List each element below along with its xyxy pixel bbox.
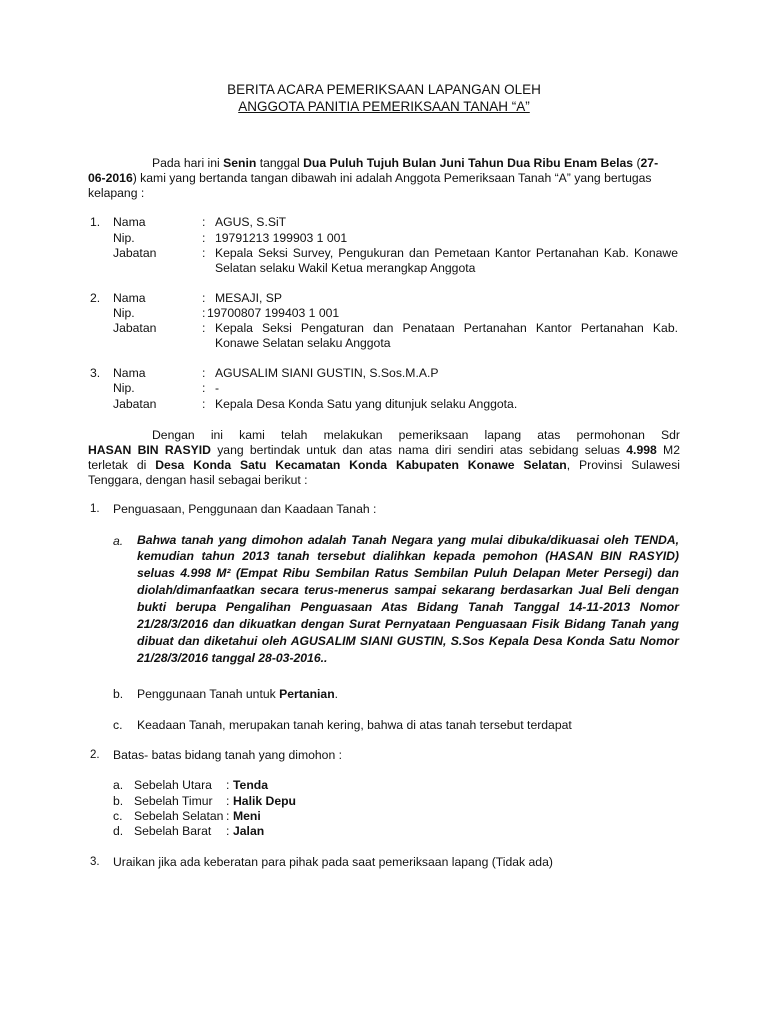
section1-b-text: Penggunaan Tanah untuk Pertanian.	[137, 687, 339, 701]
document-title-line2: ANGGOTA PANITIA PEMERIKSAAN TANAH “A”	[238, 99, 530, 114]
member-name: MESAJI, SP	[215, 291, 283, 305]
colon: :	[202, 306, 206, 320]
boundary-label: c.	[113, 809, 123, 823]
member-name: AGUSALIM SIANI GUSTIN, S.Sos.M.A.P	[215, 366, 439, 380]
member-nip: 19791213 199903 1 001	[215, 231, 348, 245]
boundary-value: Meni	[233, 809, 261, 823]
para2-line3: terletak di Desa Konda Satu Kecamatan Konda Kabupaten Konawe Selatan, Provinsi Sulawesi	[88, 458, 680, 472]
para2-line4: Tenggara, dengan hasil sebagai berikut :	[88, 473, 308, 487]
member-jabatan-line2: Konawe Selatan selaku Anggota	[215, 336, 391, 350]
document-title-line1: BERITA ACARA PEMERIKSAAN LAPANGAN OLEH	[227, 82, 541, 97]
nama-label: Nama	[113, 215, 146, 229]
member-jabatan-line1: Kepala Seksi Survey, Pengukuran dan Pemetaan Kantor Pertanahan Kab. Konawe	[215, 246, 678, 260]
intro-line2: 06-2016) kami yang bertanda tangan dibawah ini adalah Anggota Pemeriksaan Tanah “A” yang bertugas	[88, 171, 652, 185]
nip-label: Nip.	[113, 306, 135, 320]
colon: :	[202, 246, 206, 260]
nama-label: Nama	[113, 366, 146, 380]
boundary-direction: Sebelah Barat	[134, 824, 212, 838]
member-name: AGUS, S.SiT	[215, 215, 287, 229]
colon: :	[226, 778, 230, 792]
member-jabatan-line2: Selatan selaku Wakil Ketua merangkap Anggota	[215, 261, 476, 275]
boundary-value: Jalan	[233, 824, 265, 838]
boundary-direction: Sebelah Selatan	[134, 809, 224, 823]
nip-label: Nip.	[113, 381, 135, 395]
section1-title: Penguasaan, Penggunaan dan Kaadaan Tanah :	[113, 502, 377, 516]
intro-line3: kelapang :	[88, 186, 145, 200]
section1-a-label: a.	[113, 534, 124, 548]
section1-a-line: 21/28/3/2016 dan dikuatkan dengan Surat Pernyataan Penguasaan Fisik Bidang Tanah yang	[137, 617, 679, 631]
member-number: 2.	[90, 291, 101, 305]
section3-number: 3.	[90, 856, 100, 868]
section1-a-line: kemudian tahun 2013 tanah tersebut dialihkan kepada pemohon (HASAN BIN RASYID)	[137, 549, 679, 563]
boundary-direction: Sebelah Timur	[134, 794, 213, 808]
section1-number: 1.	[90, 503, 100, 515]
section1-c-label: c.	[113, 718, 123, 732]
boundary-label: d.	[113, 824, 124, 838]
boundary-value: Halik Depu	[233, 794, 296, 808]
member-nip: 19700807 199403 1 001	[207, 306, 340, 320]
nama-label: Nama	[113, 291, 146, 305]
section3-text: Uraikan jika ada keberatan para pihak pada saat pemeriksaan lapang (Tidak ada)	[113, 855, 553, 869]
section2-number: 2.	[90, 749, 100, 761]
section1-c-text: Keadaan Tanah, merupakan tanah kering, bahwa di atas tanah tersebut terdapat	[137, 718, 572, 732]
jabatan-label: Jabatan	[113, 321, 157, 335]
colon: :	[226, 794, 230, 808]
boundary-direction: Sebelah Utara	[134, 778, 212, 792]
colon: :	[202, 215, 206, 229]
colon: :	[202, 366, 206, 380]
jabatan-label: Jabatan	[113, 397, 157, 411]
colon: :	[202, 231, 206, 245]
boundary-value: Tenda	[233, 778, 268, 792]
para2-line2: HASAN BIN RASYID yang bertindak untuk dan atas nama diri sendiri atas sebidang seluas 4.998 M2	[88, 443, 680, 457]
section1-a-line: dibuat dan diketahui oleh AGUSALIM SIANI GUSTIN, S.Sos Kepala Desa Konda Satu Nomor	[137, 634, 679, 648]
section2-title: Batas- batas bidang tanah yang dimohon :	[113, 748, 343, 762]
section1-a-line: Bahwa tanah yang dimohon adalah Tanah Negara yang mulai dibuka/dikuasai oleh TENDA,	[137, 533, 679, 547]
colon: :	[202, 321, 206, 335]
member-number: 1.	[90, 215, 101, 229]
member-jabatan-line1: Kepala Seksi Pengaturan dan Penataan Pertanahan Kantor Pertanahan Kab.	[215, 321, 678, 335]
colon: :	[202, 397, 206, 411]
section1-a-line: 21/28/3/2016 tanggal 28-03-2016..	[137, 651, 328, 665]
colon: :	[226, 824, 230, 838]
boundary-label: a.	[113, 778, 124, 792]
colon: :	[202, 381, 206, 395]
nip-label: Nip.	[113, 231, 135, 245]
section1-a-line: diolah/dimanfaatkan secara terus-menerus sampai sekarang berdasarkan Jual Beli dengan	[137, 583, 679, 597]
colon: :	[202, 291, 206, 305]
section1-a-line: bukti berupa Pengalihan Penguasaan Atas Bidang Tanah Tanggal 14-11-2013 Nomor	[137, 600, 679, 614]
section1-b-label: b.	[113, 687, 124, 701]
section1-a-line: seluas 4.998 M² (Empat Ribu Sembilan Ratus Sembilan Puluh Delapan Meter Persegi) dan	[137, 566, 679, 580]
colon: :	[226, 809, 230, 823]
para2-line1: Dengan ini kami telah melakukan pemeriksaan lapang atas permohonan Sdr	[152, 428, 680, 442]
member-jabatan-line1: Kepala Desa Konda Satu yang ditunjuk selaku Anggota.	[215, 397, 518, 411]
member-number: 3.	[90, 366, 101, 380]
member-nip: -	[215, 381, 220, 395]
boundary-label: b.	[113, 794, 124, 808]
jabatan-label: Jabatan	[113, 246, 157, 260]
intro-line1: Pada hari ini Senin tanggal Dua Puluh Tujuh Bulan Juni Tahun Dua Ribu Enam Belas (27-	[152, 156, 659, 170]
